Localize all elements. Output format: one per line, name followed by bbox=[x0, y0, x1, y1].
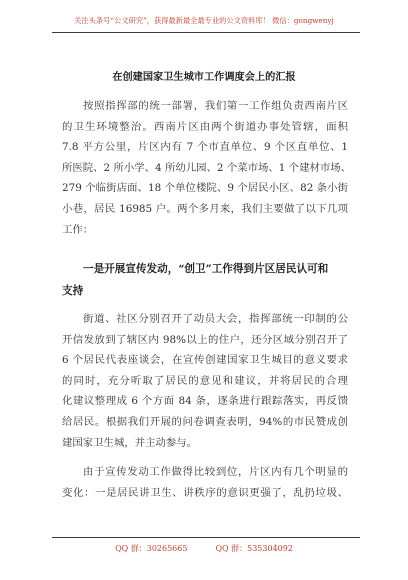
paragraph-line: 小巷，居民 16985 户。两个多月来，我们主要做了以下几项 bbox=[62, 202, 348, 215]
paragraph-line: 化建议整理成 6 个方面 84 条，逐条进行跟踪落实，再反馈 bbox=[62, 395, 348, 408]
footer-contact bbox=[0, 543, 408, 554]
paragraph-line: 7.8 平方公里，片区内有 7 个市直单位、9 个区直单位、1 bbox=[62, 141, 348, 154]
paragraph-line: 的卫生环境整治。西南片区由两个街道办事处管辖，面积 bbox=[62, 120, 348, 133]
intro-paragraph bbox=[62, 96, 352, 240]
paragraph-line: 6 个居民代表座谈会，在宣传创建国家卫生城目的意义要求 bbox=[62, 354, 348, 367]
paragraph-line: 变化：一是居民讲卫生、讲秩序的意识更强了，乱扔垃圾、 bbox=[62, 486, 348, 499]
paragraph-line: 的同时，充分听取了居民的意见和建议，并将居民的合理 bbox=[62, 374, 348, 387]
document-title: 在创建国家卫生城市工作调度会上的汇报 bbox=[112, 71, 296, 83]
section2-paragraph bbox=[62, 462, 348, 503]
paragraph-line: 279 个临街店面、18 个单位楼院、9 个居民小区、82 条小街 bbox=[62, 182, 348, 195]
header-promo-text: 关注头条号“公文研究”，获得最新最全最专业的公文资料库！ 微信：gongwenyj bbox=[74, 16, 334, 25]
paragraph-line: 开信发放到了辖区内 98%以上的住户，还分区域分别召开了 bbox=[62, 333, 348, 346]
qq-group-number: 30265665 bbox=[146, 544, 188, 553]
paragraph-line: 按照指挥部的统一部署，我们第一工作组负责西南片区 bbox=[83, 100, 348, 112]
paragraph-line: 工作： bbox=[62, 223, 94, 236]
footer-divider bbox=[52, 537, 360, 538]
heading-line: 支持 bbox=[62, 285, 84, 297]
paragraph-line: 街道、社区分别召开了动员大会，指挥部统一印制的公 bbox=[83, 313, 348, 325]
paragraph-line: 由于宣传发动工作做得比较到位，片区内有几个明显的 bbox=[83, 466, 348, 478]
qq-group-label: QQ 群： bbox=[115, 544, 147, 553]
heading-line: 一是开展宣传发动，“创卫”工作得到片区居民认可和 bbox=[83, 263, 329, 275]
header-divider bbox=[52, 32, 360, 33]
section1-paragraph bbox=[62, 309, 348, 453]
section-heading bbox=[62, 258, 348, 302]
qq-group-number: 535304092 bbox=[247, 544, 293, 553]
paragraph-line: 所医院、2 所小学、4 所幼儿园、2 个菜市场、1 个建材市场、 bbox=[62, 161, 352, 174]
paragraph-line: 给居民。根据我们开展的问卷调查表明，94%的市民赞成创 bbox=[62, 415, 348, 428]
qq-group-label: QQ 群： bbox=[215, 544, 248, 553]
paragraph-line: 建国家卫生城，并主动参与。 bbox=[62, 436, 198, 449]
